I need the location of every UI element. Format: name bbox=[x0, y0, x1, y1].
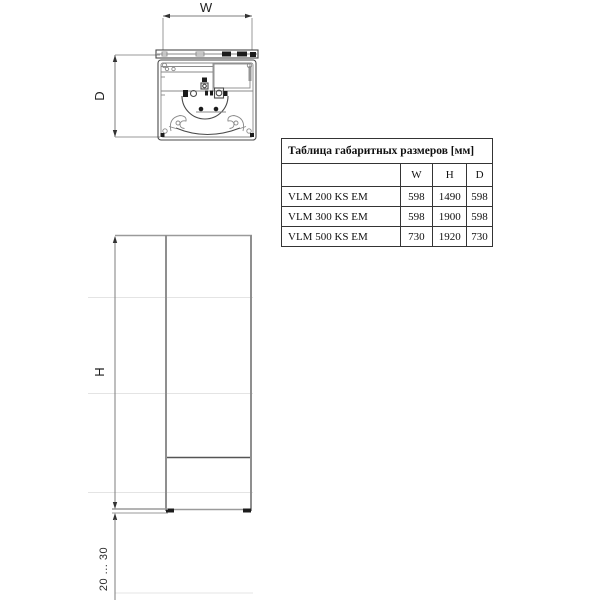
feet-clearance-label: 20 ... 30 bbox=[98, 546, 110, 592]
value-h: 1920 bbox=[433, 227, 467, 247]
cabinet-plan bbox=[158, 60, 256, 140]
arrow-down-icon bbox=[113, 502, 117, 509]
fitting bbox=[183, 90, 188, 97]
foot-right bbox=[243, 509, 251, 513]
cabinet-inner-wall bbox=[161, 63, 253, 137]
bracket-curve bbox=[228, 116, 244, 132]
model-name: VLM 200 KS EM bbox=[282, 187, 401, 207]
value-w: 730 bbox=[400, 227, 433, 247]
table-title: Таблица габаритных размеров [мм] bbox=[282, 139, 493, 164]
model-name: VLM 300 KS EM bbox=[282, 207, 401, 227]
screw-icon bbox=[163, 129, 167, 133]
value-d: 598 bbox=[467, 207, 493, 227]
model-name: VLM 500 KS EM bbox=[282, 227, 401, 247]
value-w: 598 bbox=[400, 187, 433, 207]
arrow-up-icon bbox=[113, 55, 117, 62]
cabinet-elevation bbox=[115, 235, 252, 513]
table-row bbox=[282, 187, 493, 207]
value-h: 1490 bbox=[433, 187, 467, 207]
fitting-port bbox=[203, 84, 207, 88]
feet-clearance-dimension bbox=[98, 513, 117, 600]
fastener-icon bbox=[172, 67, 175, 70]
width-dimension bbox=[163, 0, 252, 50]
header-d: D bbox=[467, 164, 493, 187]
arrow-down-icon bbox=[113, 130, 117, 137]
corner-foot bbox=[161, 133, 165, 137]
value-h: 1900 bbox=[433, 207, 467, 227]
top-rail bbox=[156, 50, 258, 58]
front-view bbox=[88, 235, 253, 600]
fitting bbox=[205, 91, 208, 96]
height-dimension bbox=[92, 236, 117, 509]
fitting bbox=[224, 91, 228, 96]
screw-icon bbox=[162, 63, 166, 67]
anode-port-icon bbox=[214, 107, 219, 112]
header-w: W bbox=[400, 164, 433, 187]
header-empty-cell bbox=[282, 164, 401, 187]
bolt-hole-icon bbox=[234, 121, 238, 125]
screw-icon bbox=[247, 129, 251, 133]
arrow-right-icon bbox=[245, 14, 252, 18]
rail-vent-mark bbox=[222, 52, 231, 57]
table-header-row bbox=[282, 164, 493, 187]
depth-dimension bbox=[92, 55, 160, 137]
valve-assembly bbox=[183, 78, 228, 99]
dimensions-table bbox=[281, 138, 493, 247]
table-title-row bbox=[282, 139, 493, 164]
value-w: 598 bbox=[400, 207, 433, 227]
top-view bbox=[92, 0, 258, 140]
arrow-left-icon bbox=[163, 14, 170, 18]
fitting bbox=[202, 78, 207, 83]
bolt-hole-icon bbox=[176, 121, 180, 125]
width-label: W bbox=[199, 0, 213, 15]
foot-bracket-right bbox=[228, 116, 244, 132]
rail-vent-mark bbox=[237, 52, 247, 57]
fastener-icon bbox=[165, 67, 168, 70]
rail-vent-mark bbox=[250, 52, 256, 57]
skirt-tick bbox=[240, 127, 246, 129]
tank-arc bbox=[182, 96, 228, 119]
arrow-up-icon bbox=[113, 513, 117, 520]
height-label: H bbox=[92, 367, 107, 377]
anode-port-icon bbox=[199, 107, 204, 112]
table-row bbox=[282, 207, 493, 227]
corner-foot bbox=[250, 133, 254, 137]
depth-label: D bbox=[92, 91, 107, 101]
header-h: H bbox=[433, 164, 467, 187]
front-skirt-arc bbox=[176, 128, 240, 135]
table-row bbox=[282, 227, 493, 247]
electronics-box bbox=[214, 64, 250, 88]
arrow-up-icon bbox=[113, 236, 117, 243]
value-d: 730 bbox=[467, 227, 493, 247]
value-d: 598 bbox=[467, 187, 493, 207]
fitting bbox=[210, 91, 213, 96]
